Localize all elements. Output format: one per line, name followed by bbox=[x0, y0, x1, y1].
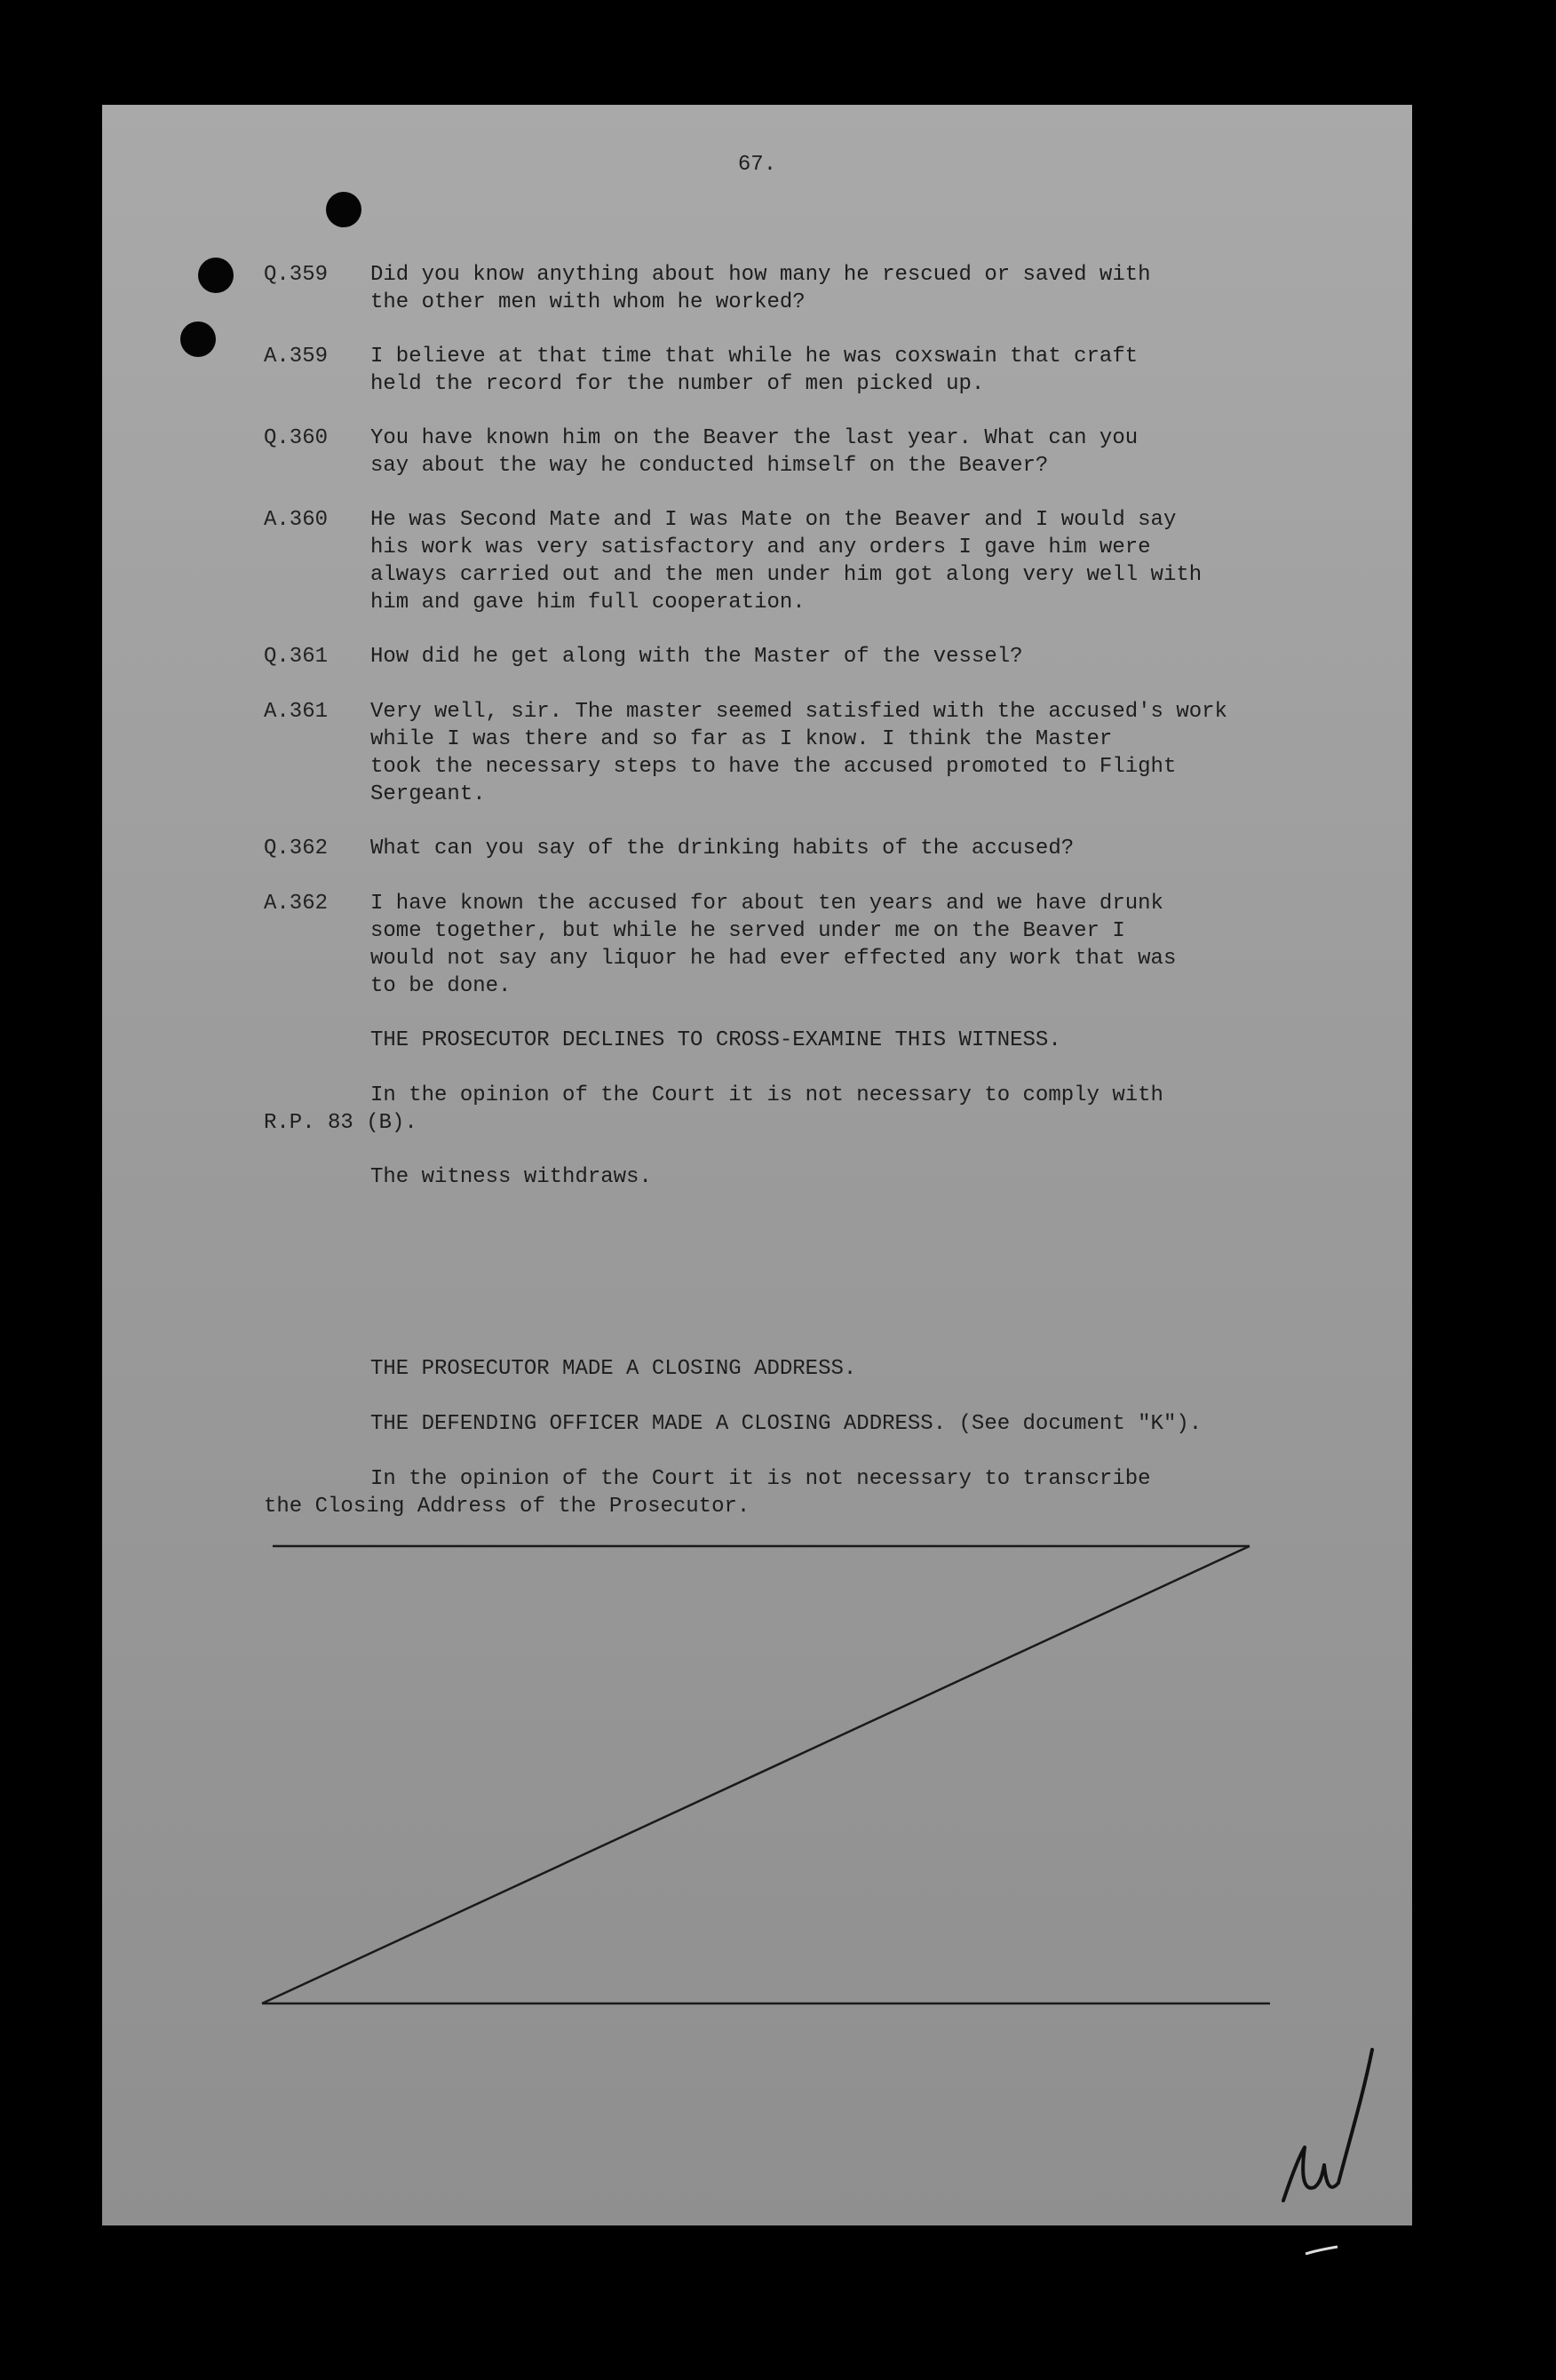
qa-text: I have known the accused for about ten years and we have drunk some together, but while he served under me on the Beaver I would not say any liquor he had ever effected any work that was to be done. bbox=[370, 892, 1177, 998]
qa-text: I believe at that time that while he was coxswain that craft held the record for the number of men picked up. bbox=[370, 345, 1139, 396]
qa-text: Very well, sir. The master seemed satisfied with the accused's work while I was there and so far as I know. I think the Master took the necessary steps to have the accused promoted to Flight Sergeant. bbox=[370, 700, 1227, 806]
document-page bbox=[102, 105, 1412, 2225]
qa-label: Q.362 bbox=[264, 837, 329, 861]
qa-text: How did he get along with the Master of the vessel? bbox=[370, 645, 1023, 669]
page-number: 67. bbox=[737, 153, 777, 177]
qa-text: What can you say of the drinking habits of the accused? bbox=[370, 837, 1075, 861]
qa-label: A.359 bbox=[264, 345, 329, 369]
qa-label: A.360 bbox=[264, 508, 329, 532]
qa-text: He was Second Mate and I was Mate on the Beaver and I would say his work was very satisfactory and any orders I gave him were always carried out and the men under him got along very well with him and gave him full cooperation. bbox=[370, 508, 1203, 615]
qa-text: Did you know anything about how many he rescued or saved with the other men with whom he worked? bbox=[370, 263, 1151, 314]
prosecutor-declines-statement: THE PROSECUTOR DECLINES TO CROSS-EXAMINE THIS WITNESS. bbox=[370, 1028, 1061, 1052]
diagonal-rule bbox=[262, 1546, 1250, 2003]
qa-text: You have known him on the Beaver the last year. What can you say about the way he conducted himself on the Beaver? bbox=[370, 426, 1139, 478]
qa-label: Q.359 bbox=[264, 263, 329, 287]
court-opinion-line: the Closing Address of the Prosecutor. bbox=[264, 1495, 750, 1519]
court-opinion-line: In the opinion of the Court it is not necessary to comply with bbox=[370, 1083, 1163, 1107]
court-opinion-line: In the opinion of the Court it is not necessary to transcribe bbox=[370, 1467, 1151, 1491]
cancellation-lines bbox=[102, 105, 1412, 2225]
stray-mark bbox=[1304, 2245, 1339, 2256]
witness-withdraws-statement: The witness withdraws. bbox=[370, 1165, 652, 1189]
qa-label: Q.360 bbox=[264, 426, 329, 450]
handwritten-initials bbox=[1266, 2041, 1390, 2218]
prosecutor-closing-statement: THE PROSECUTOR MADE A CLOSING ADDRESS. bbox=[370, 1357, 857, 1381]
qa-label: Q.361 bbox=[264, 645, 329, 669]
defending-closing-statement: THE DEFENDING OFFICER MADE A CLOSING ADDRESS. (See document "K"). bbox=[370, 1412, 1203, 1436]
court-opinion-line: R.P. 83 (B). bbox=[264, 1111, 417, 1135]
qa-label: A.362 bbox=[264, 892, 329, 916]
qa-label: A.361 bbox=[264, 700, 329, 724]
